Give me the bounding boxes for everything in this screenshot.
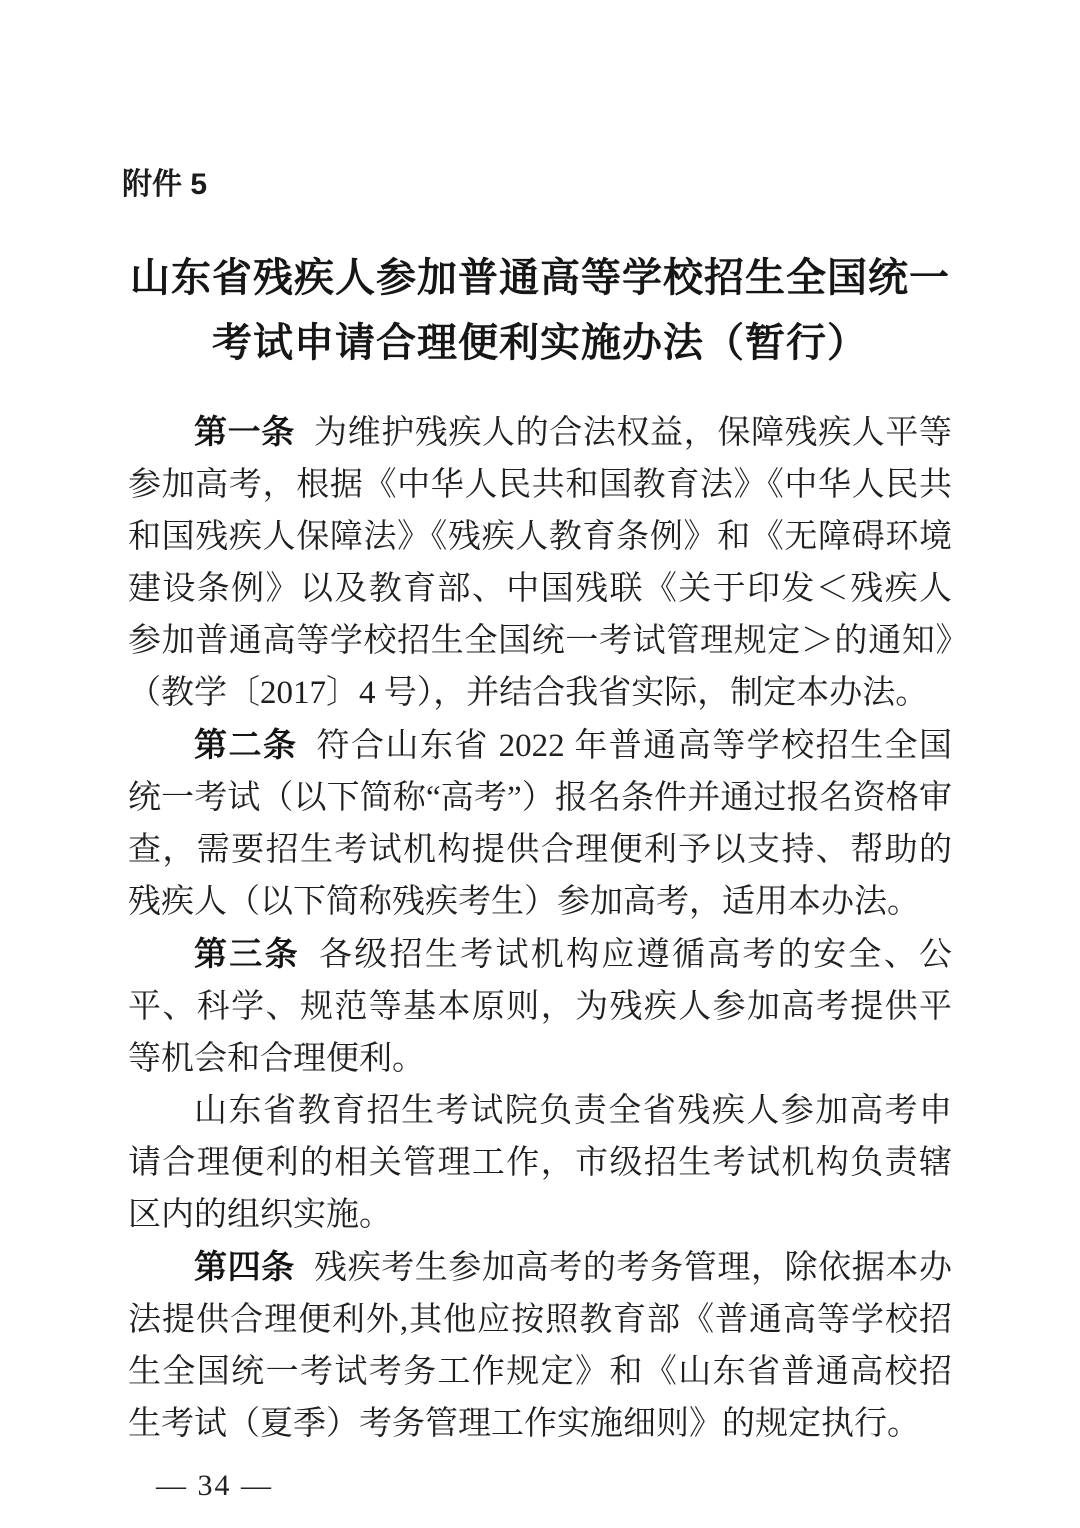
article-4-text: 残疾考生参加高考的考务管理，除依据本办法提供合理便利外,其他应按照教育部《普通高等学校招生全国统一考试考务工作规定》和《山东省普通高校招生考试（夏季）考务管理工作实施细则》的规定执行。 (128, 1250, 953, 1442)
document-body (128, 406, 952, 1450)
paragraph-article-4 (128, 1241, 952, 1450)
page-number: — 34 — (156, 1469, 273, 1502)
article-3-continuation-text: 山东省教育招生考试院负责全省残疾人参加高考申请合理便利的相关管理工作，市级招生考试机构负责辖区内的组织实施。 (128, 1093, 952, 1233)
document-title-line-1: 山东省残疾人参加普通高等学校招生全国统一 (130, 256, 950, 300)
article-3-label: 第三条 (194, 935, 300, 972)
paragraph-article-1 (128, 406, 952, 719)
article-1-text: 为维护残疾人的合法权益，保障残疾人平等参加高考，根据《中华人民共和国教育法》《中华人民共和国残疾人保障法》《残疾人教育条例》和《无障碍环境建设条例》以及教育部、中国残联《关于印发＜残疾人参加普通高等学校招生全国统一考试管理规定＞的通知》（教学〔2017〕4 号），并结合我省实际，制定本办法。 (128, 415, 953, 711)
document-title-line-2: 考试申请合理便利实施办法（暂行） (212, 321, 868, 365)
paragraph-article-3 (128, 928, 952, 1085)
page-footer (128, 1466, 952, 1506)
paragraph-article-3-continuation (128, 1085, 952, 1241)
document-title (128, 246, 952, 376)
article-1-label: 第一条 (194, 413, 295, 450)
paragraph-article-2 (128, 719, 952, 928)
article-4-label: 第四条 (194, 1248, 295, 1285)
article-3-text: 各级招生考试机构应遵循高考的安全、公平、科学、规范等基本原则，为残疾人参加高考提供平等机会和合理便利。 (128, 937, 953, 1077)
article-2-text: 符合山东省 2022 年普通高等学校招生全国统一考试（以下简称“高考”）报名条件并通过报名资格审查，需要招生考试机构提供合理便利予以支持、帮助的残疾人（以下简称残疾考生）参加高考，适用本办法。 (128, 728, 952, 920)
article-2-label: 第二条 (194, 726, 298, 763)
attachment-label: 附件 5 (122, 168, 208, 201)
